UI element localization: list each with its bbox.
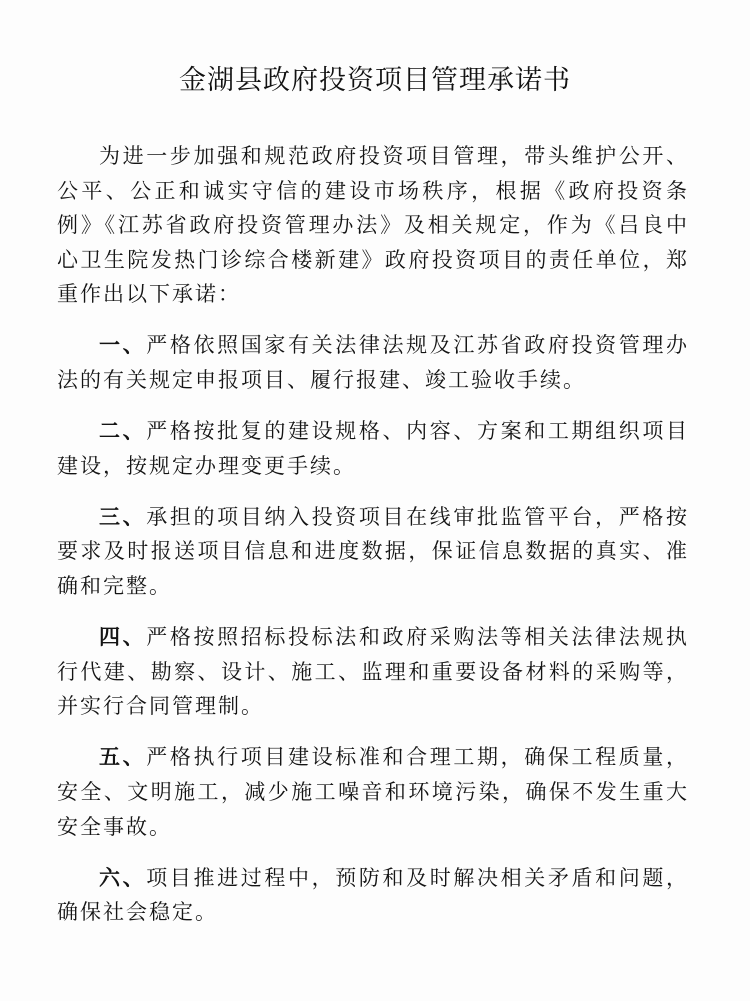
commitment-item-4 xyxy=(57,620,689,724)
commitment-item-5 xyxy=(57,740,689,844)
commitment-item-3 xyxy=(57,500,689,604)
item-text: 严格依照国家有关法律法规及江苏省政府投资管理办法的有关规定申报项目、履行报建、竣工验收手续。 xyxy=(57,333,689,393)
item-text: 项目推进过程中，预防和及时解决相关矛盾和问题，确保社会稳定。 xyxy=(57,865,689,925)
item-text: 严格按批复的建设规格、内容、方案和工期组织项目建设，按规定办理变更手续。 xyxy=(57,419,689,478)
item-number: 四、 xyxy=(99,624,147,650)
commitment-item-1 xyxy=(57,328,689,397)
item-number: 一、 xyxy=(99,332,147,358)
item-text: 承担的项目纳入投资项目在线审批监管平台，严格按要求及时报送项目信息和进度数据，保证信息数据的真实、准确和完整。 xyxy=(57,504,689,599)
item-number: 三、 xyxy=(99,503,147,529)
item-text: 严格按照招标投标法和政府采购法等相关法律法规执行代建、勘察、设计、施工、监理和重要设备材料的采购等，并实行合同管理制。 xyxy=(57,625,689,719)
item-number: 六、 xyxy=(99,864,147,890)
item-text: 严格执行项目建设标准和合理工期，确保工程质量，安全、文明施工，减少施工噪音和环境污染，确保不发生重大安全事故。 xyxy=(57,745,689,839)
item-number: 五、 xyxy=(99,744,147,770)
document-title: 金湖县政府投资项目管理承诺书 xyxy=(179,65,571,96)
commitment-item-6 xyxy=(57,861,689,930)
intro-paragraph: 为进一步加强和规范政府投资项目管理，带头维护公开、公平、公正和诚实守信的建设市场秩序，根据《政府投资条例》《江苏省政府投资管理办法》及相关规定，作为《吕良中心卫生院发热门诊综合楼新建》政府投资项目的责任单位，郑重作出以下承诺： xyxy=(57,144,689,307)
item-number: 二、 xyxy=(99,418,147,444)
commitment-item-2 xyxy=(57,414,689,483)
document-body xyxy=(57,139,689,930)
